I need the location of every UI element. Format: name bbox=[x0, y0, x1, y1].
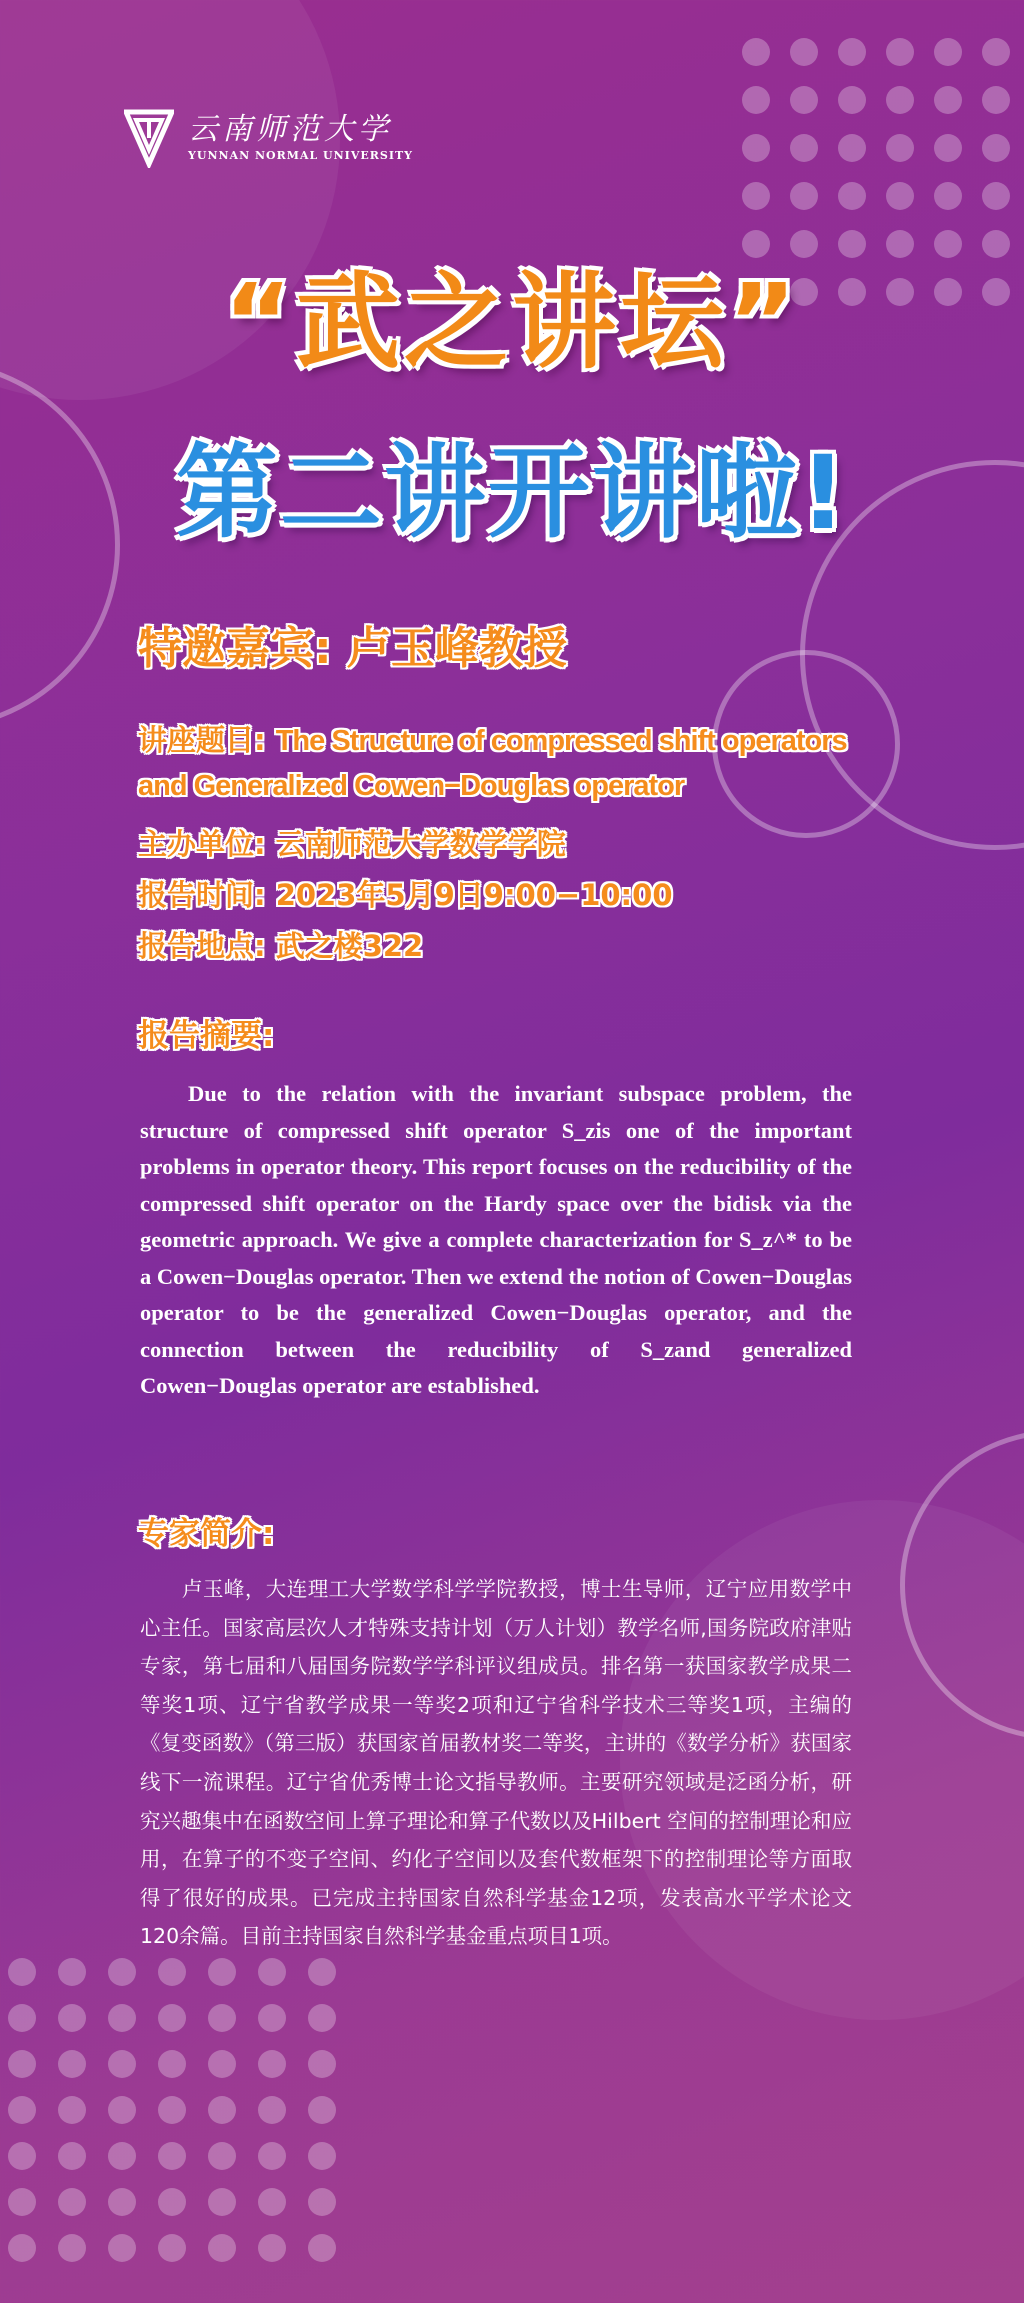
university-name bbox=[188, 111, 414, 162]
guest-speaker: 特邀嘉宾: 卢玉峰教授 bbox=[138, 623, 567, 674]
organizer: 主办单位: 云南师范大学数学学院 bbox=[138, 827, 566, 861]
event-time: 报告时间: 2023年5月9日9:00−10:00 bbox=[138, 878, 673, 912]
topic-line-1: The Structure of compressed shift operators bbox=[275, 725, 847, 757]
abstract-text: Due to the relation with the invariant subspace problem, the structure of compressed shift operator S_zis one of the important problems in operator theory. This report focuses on the reducibility of the compressed shift operator on the Hardy space over the bidisk via the geometric approach. We give a complete characterization for S_z^* to be a Cowen−Douglas operator. Then we extend the notion of Cowen−Douglas operator to be the generalized Cowen−Douglas operator, and the connection between the reducibility of S_zand generalized Cowen−Douglas operator are established. bbox=[140, 1081, 852, 1398]
lecture-series-title: “武之讲坛” bbox=[223, 261, 801, 383]
lecture-topic bbox=[138, 718, 918, 809]
event-location: 报告地点: 武之楼322 bbox=[138, 929, 424, 963]
university-name-cn: 云南师范大学 bbox=[188, 111, 392, 147]
topic-label: 讲座题目: bbox=[138, 723, 276, 757]
university-name-en: YUNNAN NORMAL UNIVERSITY bbox=[188, 148, 414, 162]
triangle-logo-icon bbox=[124, 108, 174, 168]
event-details bbox=[138, 822, 918, 969]
lecture-subtitle: 第二讲开讲啦! bbox=[175, 434, 849, 553]
abstract-heading: 报告摘要: bbox=[138, 1018, 275, 1054]
ring-lower-right bbox=[900, 1430, 1024, 1740]
topic-line-2: and Generalized Cowen−Douglas operator bbox=[138, 770, 685, 802]
university-logo bbox=[124, 108, 413, 168]
bio-text: 卢玉峰，大连理工大学数学科学学院教授，博士生导师，辽宁应用数学中心主任。国家高层次人才特殊支持计划（万人计划）教学名师,国务院政府津贴专家，第七届和八届国务院数学学科评议组成员。排名第一获国家教学成果二等奖1项、辽宁省教学成果一等奖2项和辽宁省科学技术三等奖1项，主编的《复变函数》（第三版）获国家首届教材奖二等奖，主讲的《数学分析》获国家线下一流课程。辽宁省优秀博士论文指导教师。主要研究领域是泛函分析，研究兴趣集中在函数空间上算子理论和算子代数以及Hilbert 空间的控制理论和应用，在算子的不变子空间、约化子空间以及套代数框架下的控制理论等方面取得了很好的成果。已完成主持国家自然科学基金12项，发表高水平学术论文120余篇。目前主持国家自然科学基金重点项目1项。 bbox=[140, 1577, 852, 1949]
bio-heading: 专家简介: bbox=[138, 1516, 275, 1552]
dot-pattern-bottom-left bbox=[8, 1958, 336, 2262]
